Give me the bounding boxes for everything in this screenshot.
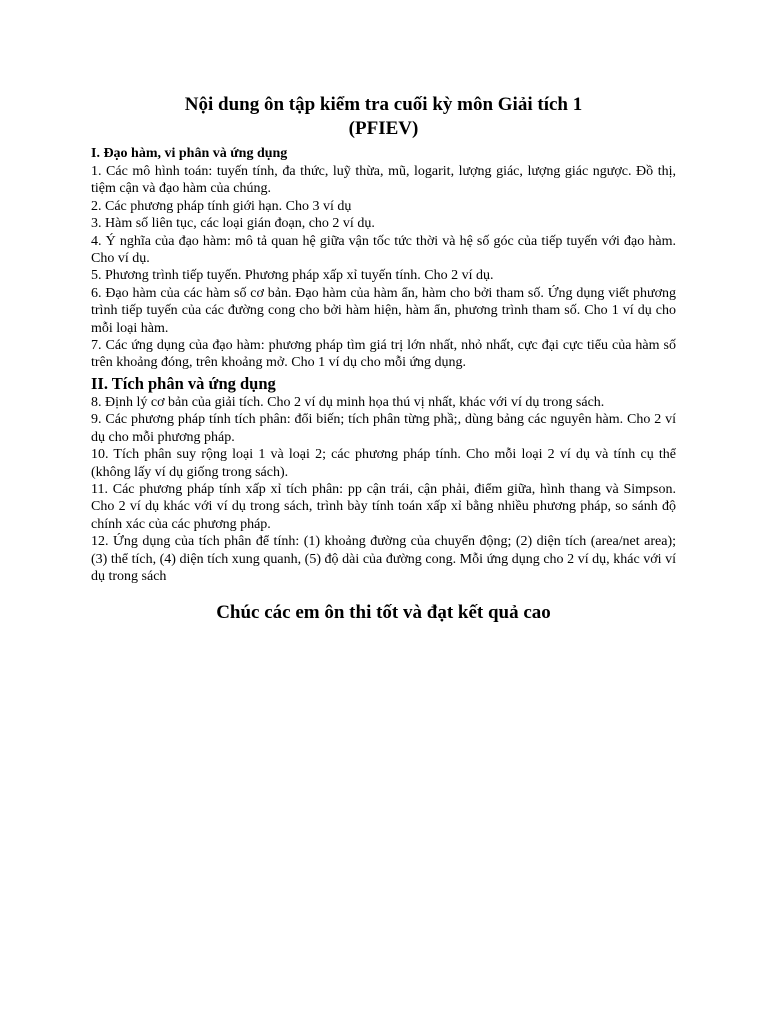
- section-1-item-5: 5. Phương trình tiếp tuyến. Phương pháp xấp xỉ tuyến tính. Cho 2 ví dụ.: [91, 268, 494, 284]
- section-2-item-8: 8. Định lý cơ bản của giải tích. Cho 2 ví dụ minh họa thú vị nhất, khác với ví dụ trong sách.: [91, 394, 605, 410]
- section-1-item-3: 3. Hàm số liên tục, các loại gián đoạn, cho 2 ví dụ.: [91, 216, 375, 232]
- section-1-heading: I. Đạo hàm, vi phân và ứng dụng: [91, 146, 288, 161]
- document-title-line-2: (PFIEV): [348, 118, 419, 139]
- section-1-item-1: 1. Các mô hình toán: tuyến tính, đa thức, luỹ thừa, mũ, logarit, lượng giác, lượng giác ngược. Đồ thị, tiệm cận và đạo hàm của chúng.: [91, 164, 676, 197]
- section-2-heading: II. Tích phân và ứng dụng: [91, 373, 276, 393]
- section-2-item-9: 9. Các phương pháp tính tích phân: đổi biến; tích phân từng phầ;, dùng bảng các nguyên hàm. Cho 2 ví dụ cho mỗi phương pháp.: [91, 412, 676, 445]
- section-1-item-2: 2. Các phương pháp tính giới hạn. Cho 3 ví dụ: [91, 198, 352, 214]
- section-2-item-11: 11. Các phương pháp tính xấp xỉ tích phân: pp cận trái, cận phải, điểm giữa, hình thang và Simpson. Cho 2 ví dụ khác với ví dụ trong sách, trình bày tính toán xấp xỉ bằng nhiều phương pháp, so sánh độ chính xác của các phương pháp.: [91, 481, 676, 532]
- document-title-line-1: Nội dung ôn tập kiểm tra cuối kỳ môn Giải tích 1: [184, 94, 583, 115]
- section-2-item-12: 12. Ứng dụng của tích phân để tính: (1) khoảng đường của chuyển động; (2) diện tích (area/net area); (3) thể tích, (4) diện tích xung quanh, (5) độ dài của đường cong. Mỗi ứng dụng cho 2 ví dụ, khác với ví dụ trong sách: [91, 534, 676, 584]
- section-1-item-7: 7. Các ứng dụng của đạo hàm: phương pháp tìm giá trị lớn nhất, nhỏ nhất, cực đại cực tiểu của hàm số trên khoảng đóng, trên khoảng mở. Cho 1 ví dụ cho mỗi ứng dụng.: [91, 338, 676, 371]
- document-page: [91, 93, 676, 625]
- section-1-item-6: 6. Đạo hàm của các hàm số cơ bản. Đạo hàm của hàm ẩn, hàm cho bởi tham số. Ứng dụng viết phương trình tiếp tuyến của các đường cong cho bởi hàm hiện, hàm ẩn, phương trình tham số. Cho 1 ví dụ cho mỗi loại hàm.: [91, 285, 676, 336]
- closing-message: Chúc các em ôn thi tốt và đạt kết quả cao: [216, 602, 551, 624]
- section-2-item-10: 10. Tích phân suy rộng loại 1 và loại 2; các phương pháp tính. Cho mỗi loại 2 ví dụ và tính cụ thể (không lấy ví dụ giống trong sách).: [91, 447, 676, 480]
- section-1-item-4: 4. Ý nghĩa của đạo hàm: mô tả quan hệ giữa vận tốc tức thời và hệ số góc của tiếp tuyến với đạo hàm. Cho ví dụ.: [91, 233, 676, 267]
